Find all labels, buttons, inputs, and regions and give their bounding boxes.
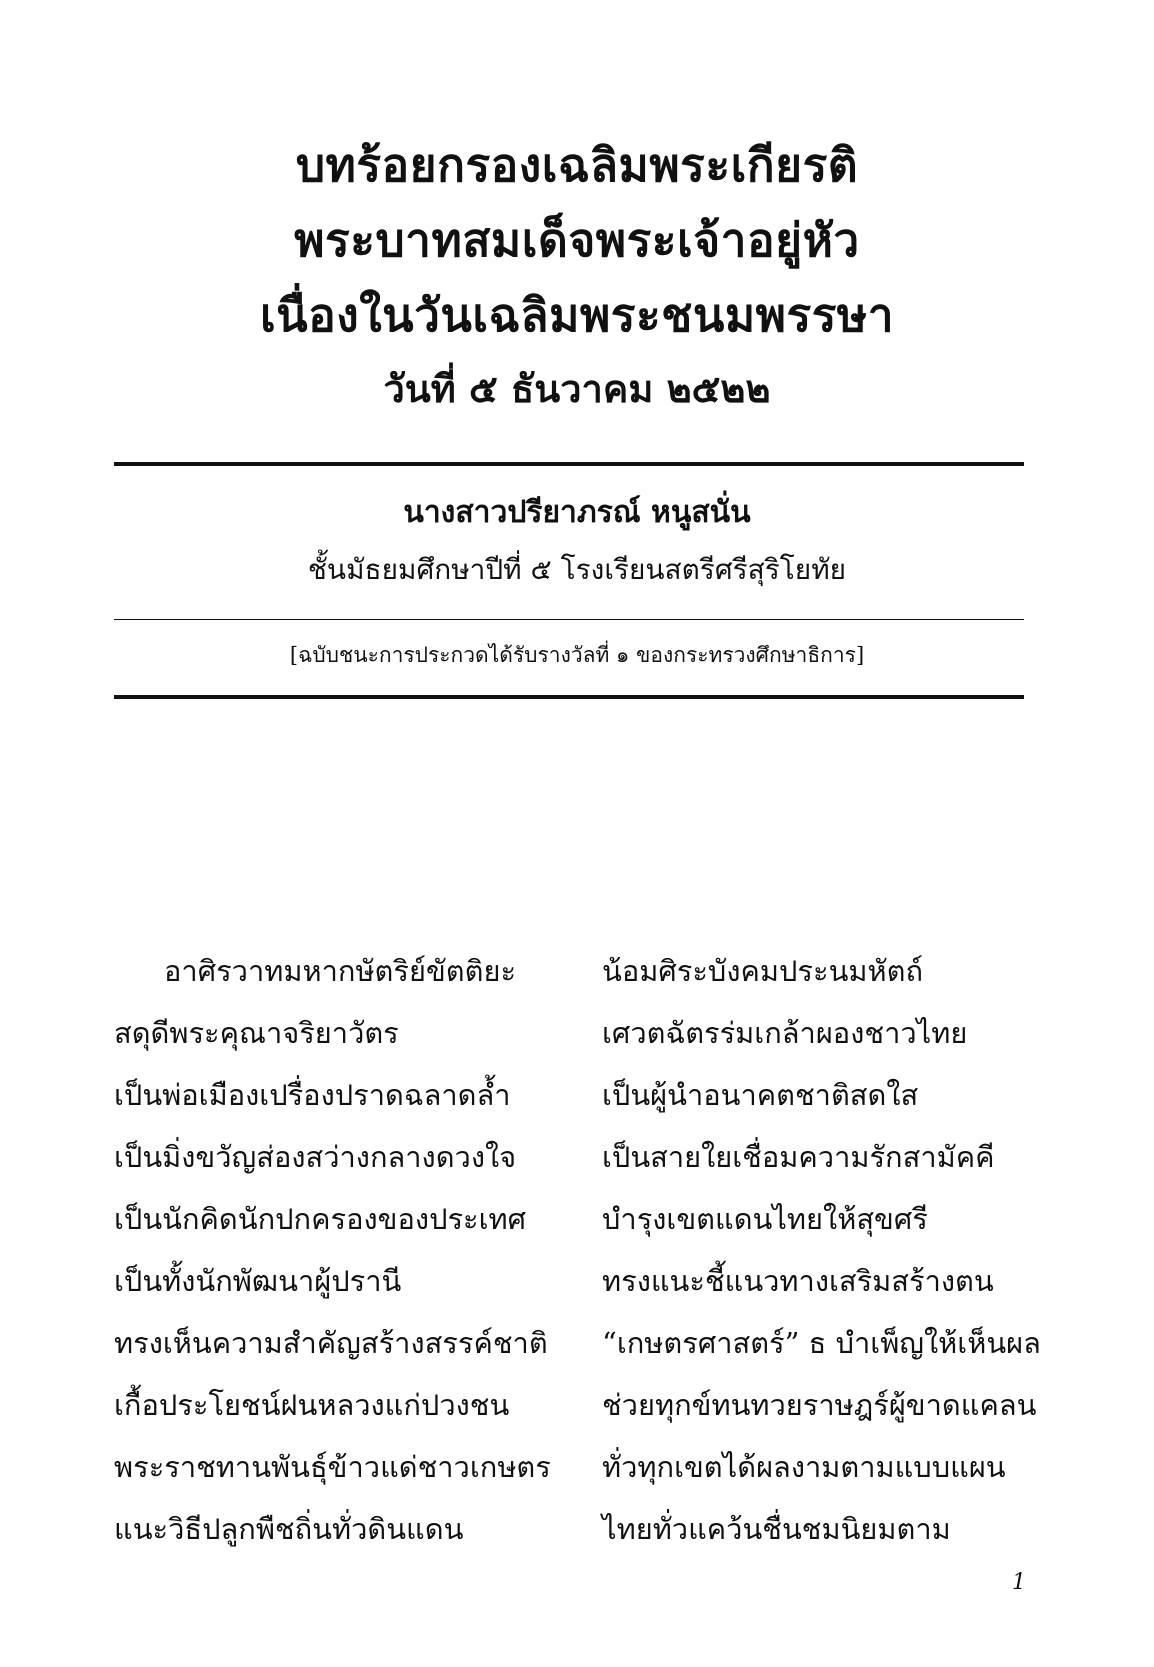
poem-line-left: อาศิรวาทมหากษัตริย์ขัตติยะ [164, 954, 517, 988]
poem-line-right: เป็นสายใยเชื่อมความรักสามัคคี [602, 1140, 995, 1174]
poem-line-right: เป็นผู้นำอนาคตชาติสดใส [602, 1078, 919, 1112]
poem-line-right: เศวตฉัตรร่มเกล้าผองชาวไทย [602, 1016, 968, 1050]
title-block [0, 128, 1154, 419]
poem-line-left: เป็นพ่อเมืองเปรื่องปราดฉลาดล้ำ [114, 1078, 511, 1112]
page-number: 1 [1012, 1570, 1026, 1595]
poem-line-right: บำรุงเขตแดนไทยให้สุขศรี [602, 1202, 928, 1236]
poem-line-left: เป็นนักคิดนักปกครองของประเทศ [114, 1202, 527, 1236]
poem-row [0, 1374, 1154, 1436]
top-divider [114, 462, 1024, 466]
poem [0, 940, 1154, 1560]
poem-row [0, 940, 1154, 1002]
award-note: [ฉบับชนะการประกวดได้รับรางวัลที่ ๑ ของกระทรวงศึกษาธิการ] [289, 643, 865, 667]
poem-row [0, 1064, 1154, 1126]
poem-line-left: ทรงเห็นความสำคัญสร้างสรรค์ชาติ [114, 1326, 548, 1360]
author-name: นางสาวปรียาภรณ์ หนูสนั่น [403, 495, 751, 530]
poem-line-left: พระราชทานพันธุ์ข้าวแด่ชาวเกษตร [114, 1450, 551, 1484]
poem-line-right: ช่วยทุกข์ทนทวยราษฎร์ผู้ขาดแคลน [602, 1388, 1037, 1422]
middle-divider [114, 619, 1024, 620]
poem-row [0, 1436, 1154, 1498]
poem-line-right: น้อมศิระบังคมประนมหัตถ์ [602, 954, 924, 988]
author-school: ชั้นมัธยมศึกษาปีที่ ๕ โรงเรียนสตรีศรีสุริโยทัย [307, 553, 847, 586]
title-date: วันที่ ๕ ธันวาคม ๒๕๒๒ [383, 366, 771, 411]
poem-row [0, 1312, 1154, 1374]
poem-line-left: สดุดีพระคุณาจริยาวัตร [114, 1016, 399, 1050]
poem-line-left: เป็นมิ่งขวัญส่องสว่างกลางดวงใจ [114, 1140, 517, 1174]
poem-line-right: ทั่วทุกเขตได้ผลงามตามแบบแผน [602, 1450, 1006, 1484]
poem-row [0, 1498, 1154, 1560]
poem-line-left: เป็นทั้งนักพัฒนาผู้ปรานี [114, 1264, 402, 1298]
poem-row [0, 1002, 1154, 1064]
title-line-2: พระบาทสมเด็จพระเจ้าอยู่หัว [294, 213, 860, 267]
poem-line-left: แนะวิธีปลูกพืชถิ่นทั่วดินแดน [114, 1512, 464, 1546]
bottom-divider [114, 695, 1024, 699]
poem-line-right: ทรงแนะชี้แนวทางเสริมสร้างตน [602, 1264, 994, 1298]
author-block [0, 490, 1154, 592]
poem-row [0, 1126, 1154, 1188]
poem-row [0, 1250, 1154, 1312]
poem-line-right: ไทยทั่วแคว้นชื่นชมนิยมตาม [602, 1512, 951, 1546]
title-line-1: บทร้อยกรองเฉลิมพระเกียรติ [295, 138, 859, 192]
title-line-3: เนื่องในวันเฉลิมพระชนมพรรษา [259, 288, 895, 342]
poem-line-left: เกื้อประโยชน์ฝนหลวงแก่ปวงชน [114, 1388, 510, 1422]
poem-line-right: “เกษตรศาสตร์” ธ บำเพ็ญให้เห็นผล [602, 1326, 1041, 1360]
poem-row [0, 1188, 1154, 1250]
